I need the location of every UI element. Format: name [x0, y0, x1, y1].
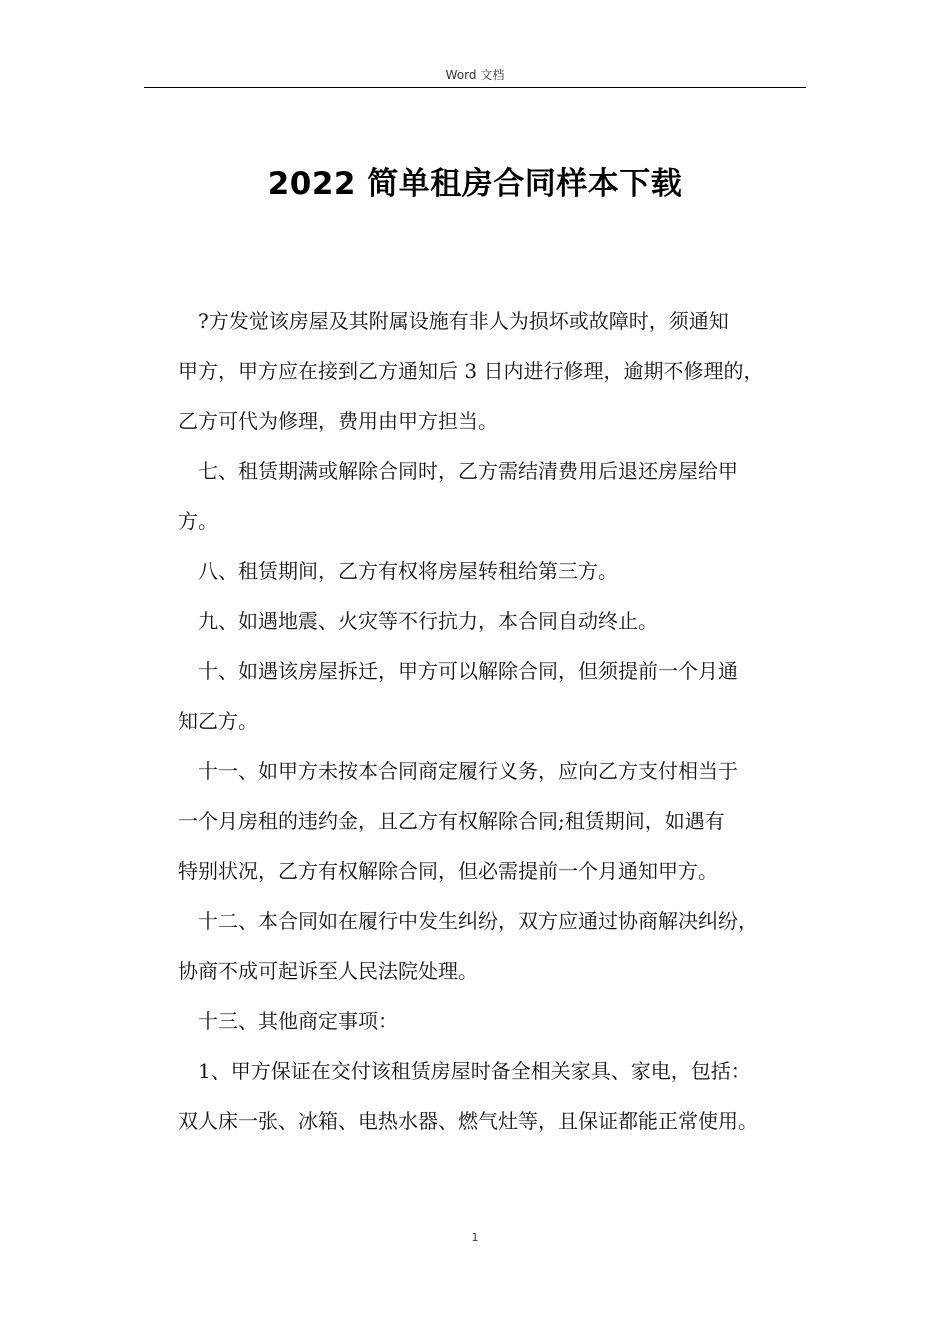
text-line: 乙方可代为修理，费用由甲方担当。	[178, 409, 498, 433]
paragraph-clause-10	[178, 646, 818, 746]
paragraph-clause-11	[178, 746, 818, 896]
paragraph-clause-9	[178, 596, 818, 646]
text-line: 七、租赁期满或解除合同时，乙方需结清费用后退还房屋给甲	[198, 459, 738, 483]
header-divider	[144, 87, 806, 88]
page-number: 1	[471, 1231, 479, 1244]
paragraph-clause-12	[178, 896, 818, 996]
text-line: 知乙方。	[178, 709, 258, 733]
text-line: 十二、本合同如在履行中发生纠纷，双方应通过协商解决纠纷，	[198, 909, 758, 933]
text-line: 十三、其他商定事项：	[198, 1009, 398, 1033]
text-line: 九、如遇地震、火灾等不行抗力，本合同自动终止。	[198, 609, 658, 633]
text-line: 协商不成可起诉至人民法院处理。	[178, 959, 478, 983]
text-line: 八、租赁期间，乙方有权将房屋转租给第三方。	[198, 559, 618, 583]
paragraph-item-1	[178, 1046, 818, 1146]
paragraph-repair-clause	[178, 296, 818, 446]
text-line: ?方发觉该房屋及其附属设施有非人为损坏或故障时，须通知	[198, 309, 729, 333]
document-title: 2022 简单租房合同样本下载	[267, 166, 683, 202]
text-line: 方。	[178, 509, 218, 533]
paragraph-clause-13	[178, 996, 818, 1046]
text-line: 一个月房租的违约金，且乙方有权解除合同;租赁期间，如遇有	[178, 809, 725, 833]
text-line: 十、如遇该房屋拆迁，甲方可以解除合同，但须提前一个月通	[198, 659, 738, 683]
text-line: 特别状况，乙方有权解除合同，但必需提前一个月通知甲方。	[178, 859, 718, 883]
page-header: Word 文档	[445, 68, 505, 82]
text-line: 1、甲方保证在交付该租赁房屋时备全相关家具、家电，包括：	[198, 1059, 751, 1083]
text-line: 甲方，甲方应在接到乙方通知后 3 日内进行修理，逾期不修理的，	[178, 359, 764, 383]
paragraph-clause-8	[178, 546, 818, 596]
text-line: 十一、如甲方未按本合同商定履行义务，应向乙方支付相当于	[198, 759, 738, 783]
text-line: 双人床一张、冰箱、电热水器、燃气灶等，且保证都能正常使用。	[178, 1109, 758, 1133]
document-body	[178, 296, 818, 1146]
paragraph-clause-7	[178, 446, 818, 546]
